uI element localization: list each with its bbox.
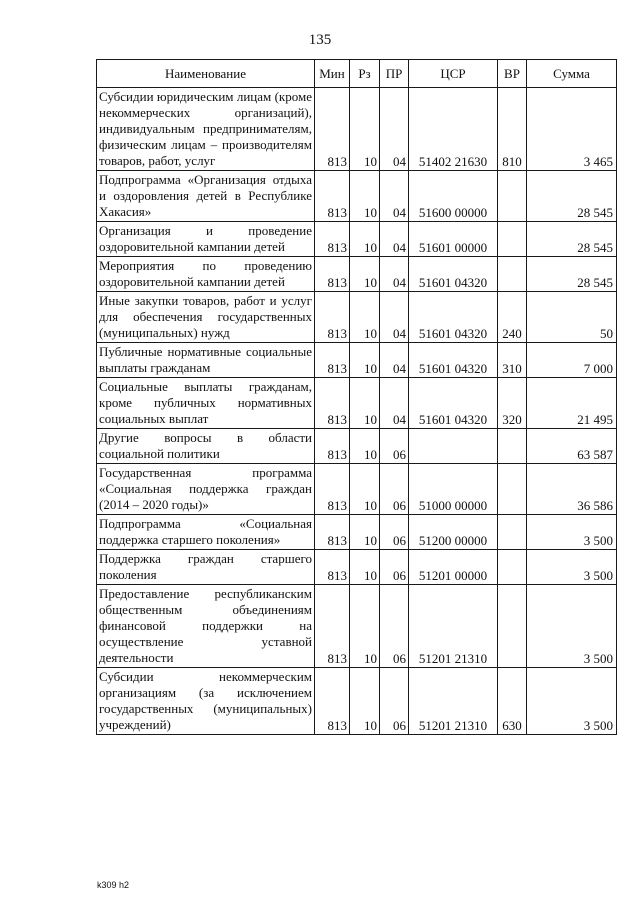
row-vr xyxy=(498,585,527,668)
row-min: 813 xyxy=(315,171,350,222)
table-body xyxy=(97,88,617,735)
row-sum: 21 495 xyxy=(527,378,617,429)
row-rz: 10 xyxy=(350,88,380,171)
row-name: Мероприятия по проведению оздоровительной кампании детей xyxy=(97,257,315,292)
row-vr: 320 xyxy=(498,378,527,429)
row-pr: 06 xyxy=(380,585,409,668)
header-pr: ПР xyxy=(380,60,409,88)
row-csr: 51601 04320 xyxy=(409,343,498,378)
row-rz: 10 xyxy=(350,464,380,515)
row-rz: 10 xyxy=(350,585,380,668)
row-rz: 10 xyxy=(350,171,380,222)
row-pr: 06 xyxy=(380,550,409,585)
row-pr: 04 xyxy=(380,292,409,343)
row-name: Организация и проведение оздоровительной кампании детей xyxy=(97,222,315,257)
header-rz: Рз xyxy=(350,60,380,88)
row-sum: 3 500 xyxy=(527,550,617,585)
table-row xyxy=(97,429,617,464)
row-min: 813 xyxy=(315,257,350,292)
row-rz: 10 xyxy=(350,292,380,343)
row-name: Иные закупки товаров, работ и услуг для обеспечения государственных (муниципальных) нужд xyxy=(97,292,315,343)
row-rz: 10 xyxy=(350,515,380,550)
row-csr: 51601 04320 xyxy=(409,257,498,292)
table-row xyxy=(97,668,617,735)
row-rz: 10 xyxy=(350,550,380,585)
row-min: 813 xyxy=(315,292,350,343)
row-vr xyxy=(498,429,527,464)
row-rz: 10 xyxy=(350,257,380,292)
row-name: Субсидии некоммерческим организациям (за исключением государственных (муниципальных) учреждений) xyxy=(97,668,315,735)
row-min: 813 xyxy=(315,378,350,429)
row-pr: 06 xyxy=(380,515,409,550)
row-rz: 10 xyxy=(350,429,380,464)
table-row xyxy=(97,292,617,343)
row-csr: 51000 00000 xyxy=(409,464,498,515)
page-number: 135 xyxy=(308,32,332,48)
row-min: 813 xyxy=(315,515,350,550)
row-csr: 51201 00000 xyxy=(409,550,498,585)
row-name: Другие вопросы в области социальной политики xyxy=(97,429,315,464)
row-vr xyxy=(498,171,527,222)
row-pr: 04 xyxy=(380,257,409,292)
row-vr: 810 xyxy=(498,88,527,171)
row-pr: 06 xyxy=(380,464,409,515)
row-csr xyxy=(409,429,498,464)
row-sum: 3 500 xyxy=(527,515,617,550)
row-csr: 51201 21310 xyxy=(409,668,498,735)
table-header-row xyxy=(97,60,617,88)
row-sum: 3 500 xyxy=(527,585,617,668)
row-name: Поддержка граждан старшего поколения xyxy=(97,550,315,585)
row-vr: 630 xyxy=(498,668,527,735)
row-vr xyxy=(498,550,527,585)
document-code: k309 h2 xyxy=(97,880,130,890)
row-csr: 51601 00000 xyxy=(409,222,498,257)
row-sum: 28 545 xyxy=(527,222,617,257)
row-csr: 51600 00000 xyxy=(409,171,498,222)
row-vr xyxy=(498,257,527,292)
header-sum: Сумма xyxy=(527,60,617,88)
row-min: 813 xyxy=(315,585,350,668)
header-min: Мин xyxy=(315,60,350,88)
row-rz: 10 xyxy=(350,668,380,735)
table-row xyxy=(97,550,617,585)
row-rz: 10 xyxy=(350,343,380,378)
row-sum: 63 587 xyxy=(527,429,617,464)
table-row xyxy=(97,222,617,257)
row-min: 813 xyxy=(315,668,350,735)
table-row xyxy=(97,585,617,668)
row-csr: 51200 00000 xyxy=(409,515,498,550)
row-csr: 51402 21630 xyxy=(409,88,498,171)
row-vr xyxy=(498,222,527,257)
header-csr: ЦСР xyxy=(409,60,498,88)
row-pr: 04 xyxy=(380,343,409,378)
table-row xyxy=(97,378,617,429)
table-row xyxy=(97,171,617,222)
row-rz: 10 xyxy=(350,222,380,257)
row-vr xyxy=(498,515,527,550)
row-vr: 310 xyxy=(498,343,527,378)
row-min: 813 xyxy=(315,464,350,515)
row-sum: 28 545 xyxy=(527,171,617,222)
table-row xyxy=(97,257,617,292)
header-name: Наименование xyxy=(97,60,315,88)
table-row xyxy=(97,464,617,515)
row-name: Подпрограмма «Организация отдыха и оздоровления детей в Республике Хакасия» xyxy=(97,171,315,222)
header-vr: ВР xyxy=(498,60,527,88)
row-csr: 51601 04320 xyxy=(409,378,498,429)
row-pr: 04 xyxy=(380,88,409,171)
row-sum: 50 xyxy=(527,292,617,343)
table-row xyxy=(97,88,617,171)
row-min: 813 xyxy=(315,88,350,171)
row-name: Государственная программа «Социальная поддержка граждан (2014 – 2020 годы)» xyxy=(97,464,315,515)
row-pr: 06 xyxy=(380,429,409,464)
row-csr: 51201 21310 xyxy=(409,585,498,668)
row-sum: 3 465 xyxy=(527,88,617,171)
row-pr: 04 xyxy=(380,171,409,222)
row-name: Подпрограмма «Социальная поддержка старшего поколения» xyxy=(97,515,315,550)
row-pr: 06 xyxy=(380,668,409,735)
row-sum: 36 586 xyxy=(527,464,617,515)
row-vr: 240 xyxy=(498,292,527,343)
row-rz: 10 xyxy=(350,378,380,429)
budget-table xyxy=(96,59,617,735)
row-vr xyxy=(498,464,527,515)
row-csr: 51601 04320 xyxy=(409,292,498,343)
row-pr: 04 xyxy=(380,222,409,257)
row-name: Социальные выплаты гражданам, кроме публичных нормативных социальных выплат xyxy=(97,378,315,429)
row-min: 813 xyxy=(315,343,350,378)
table-row xyxy=(97,515,617,550)
row-pr: 04 xyxy=(380,378,409,429)
row-name: Публичные нормативные социальные выплаты гражданам xyxy=(97,343,315,378)
row-min: 813 xyxy=(315,429,350,464)
row-name: Субсидии юридическим лицам (кроме некоммерческих организаций), индивидуальным предпринимателям, физическим лицам – производителям товаров, работ, услуг xyxy=(97,88,315,171)
row-sum: 3 500 xyxy=(527,668,617,735)
row-name: Предоставление республиканским общественным объединениям финансовой поддержки на осуществление уставной деятельности xyxy=(97,585,315,668)
table-row xyxy=(97,343,617,378)
row-min: 813 xyxy=(315,550,350,585)
row-min: 813 xyxy=(315,222,350,257)
row-sum: 7 000 xyxy=(527,343,617,378)
row-sum: 28 545 xyxy=(527,257,617,292)
